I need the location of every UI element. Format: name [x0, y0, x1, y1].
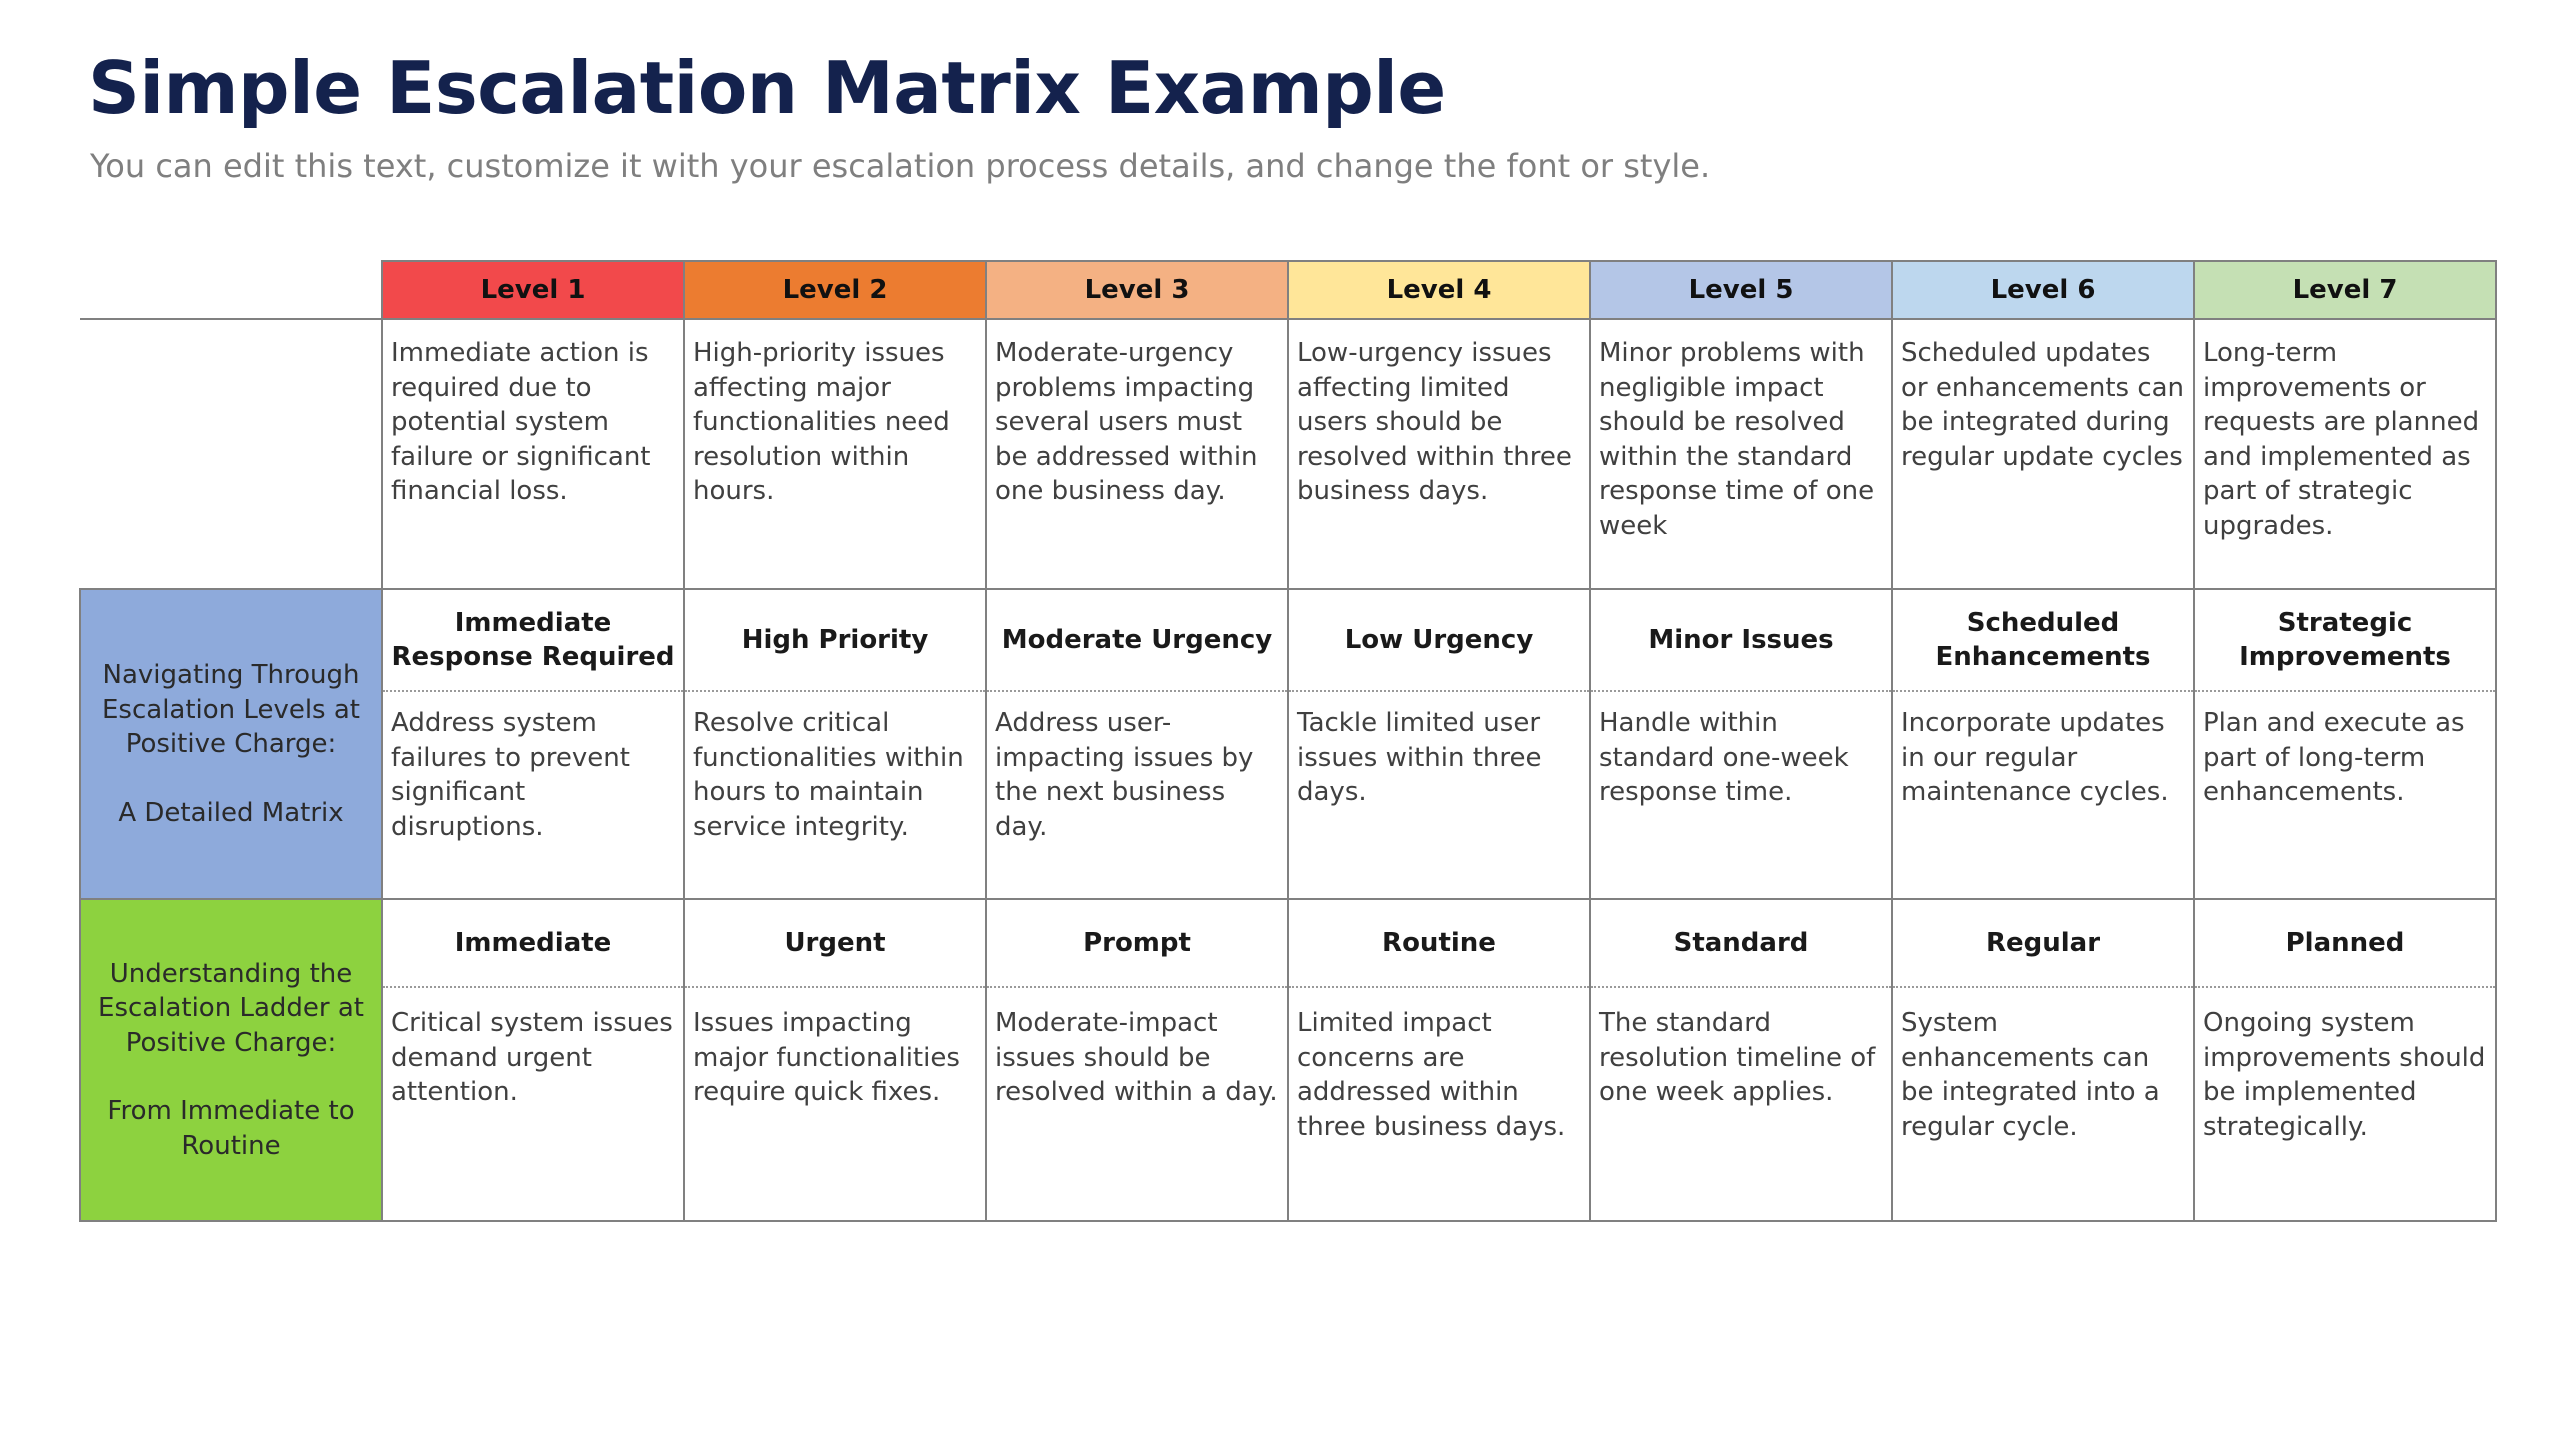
cell-text: Address system failures to prevent significant disruptions.: [391, 708, 630, 842]
cell-text: System enhancements can be integrated into a regular cycle.: [1901, 1008, 2160, 1142]
cell-heading: Urgent: [685, 900, 985, 988]
matrix-cell: [684, 899, 986, 1221]
matrix-cell: [1590, 899, 1892, 1221]
cell-text: Critical system issues demand urgent attention.: [391, 1008, 673, 1107]
level-7-description: Long-term improvements or requests are planned and implemented as part of strategic upgrades.: [2194, 319, 2496, 589]
level-header-row: [80, 261, 2496, 319]
cell-heading: Immediate: [383, 900, 683, 988]
cell-text: Incorporate updates in our regular maintenance cycles.: [1901, 708, 2169, 807]
cell-heading: Scheduled Enhancements: [1893, 590, 2193, 692]
cell-heading: Moderate Urgency: [987, 590, 1287, 692]
level-5-header: Level 5: [1590, 261, 1892, 319]
matrix-cell: [2194, 899, 2496, 1221]
cell-heading: Strategic Improvements: [2195, 590, 2495, 692]
level-6-description: Scheduled updates or enhancements can be integrated during regular update cycles: [1892, 319, 2194, 589]
cell-text: Ongoing system improvements should be implemented strategically.: [2203, 1008, 2486, 1142]
cell-text: Limited impact concerns are addressed within three business days.: [1297, 1008, 1566, 1142]
row-label-title: Understanding the Escalation Ladder at Positive Charge:: [98, 958, 364, 1058]
matrix-cell: [382, 589, 684, 899]
level-3-description: Moderate-urgency problems impacting several users must be addressed within one business day.: [986, 319, 1288, 589]
corner-cell-lower: [80, 319, 382, 589]
matrix-cell: [1288, 589, 1590, 899]
cell-heading: Low Urgency: [1289, 590, 1589, 692]
cell-heading: High Priority: [685, 590, 985, 692]
page-title: Simple Escalation Matrix Example: [88, 46, 1446, 130]
cell-text: Address user-impacting issues by the next business day.: [995, 708, 1254, 842]
matrix-cell: [684, 589, 986, 899]
cell-text: Moderate-impact issues should be resolved within a day.: [995, 1008, 1278, 1107]
matrix-cell: [1590, 589, 1892, 899]
matrix-cell: [986, 589, 1288, 899]
row-label-title: Navigating Through Escalation Levels at Positive Charge:: [102, 660, 360, 759]
cell-text: Handle within standard one-week response time.: [1599, 708, 1849, 807]
level-4-description: Low-urgency issues affecting limited users should be resolved within three business days.: [1288, 319, 1590, 589]
page-subtitle: You can edit this text, customize it with your escalation process details, and change the font or style.: [90, 147, 1711, 185]
level-2-description: High-priority issues affecting major functionalities need resolution within hours.: [684, 319, 986, 589]
level-4-header: Level 4: [1288, 261, 1590, 319]
matrix-cell: [382, 899, 684, 1221]
matrix-row-navigating: [80, 589, 2496, 899]
cell-text: Resolve critical functionalities within hours to maintain service integrity.: [693, 708, 964, 842]
cell-heading: Standard: [1591, 900, 1891, 988]
cell-heading: Regular: [1893, 900, 2193, 988]
level-3-header: Level 3: [986, 261, 1288, 319]
row-label-subtitle: A Detailed Matrix: [118, 797, 344, 828]
level-description-row: [80, 319, 2496, 589]
level-2-header: Level 2: [684, 261, 986, 319]
level-1-description: Immediate action is required due to potential system failure or significant financial loss.: [382, 319, 684, 589]
level-6-header: Level 6: [1892, 261, 2194, 319]
cell-text: Tackle limited user issues within three days.: [1297, 708, 1542, 807]
escalation-matrix-table: [79, 260, 2497, 1222]
matrix-cell: [1892, 899, 2194, 1221]
cell-heading: Minor Issues: [1591, 590, 1891, 692]
cell-heading: Immediate Response Required: [383, 590, 683, 692]
matrix-cell: [2194, 589, 2496, 899]
level-5-description: Minor problems with negligible impact should be resolved within the standard response time of one week: [1590, 319, 1892, 589]
cell-heading: Prompt: [987, 900, 1287, 988]
row-label-understanding: [80, 899, 382, 1221]
cell-heading: Routine: [1289, 900, 1589, 988]
cell-heading: Planned: [2195, 900, 2495, 988]
matrix-cell: [986, 899, 1288, 1221]
row-label-navigating: [80, 589, 382, 899]
level-7-header: Level 7: [2194, 261, 2496, 319]
matrix-row-understanding: [80, 899, 2496, 1221]
corner-cell: [80, 261, 382, 319]
matrix-cell: [1892, 589, 2194, 899]
cell-text: Plan and execute as part of long-term enhancements.: [2203, 708, 2465, 807]
matrix-cell: [1288, 899, 1590, 1221]
row-label-subtitle: From Immediate to Routine: [107, 1096, 355, 1161]
cell-text: Issues impacting major functionalities require quick fixes.: [693, 1008, 960, 1107]
level-1-header: Level 1: [382, 261, 684, 319]
cell-text: The standard resolution timeline of one week applies.: [1599, 1008, 1876, 1107]
